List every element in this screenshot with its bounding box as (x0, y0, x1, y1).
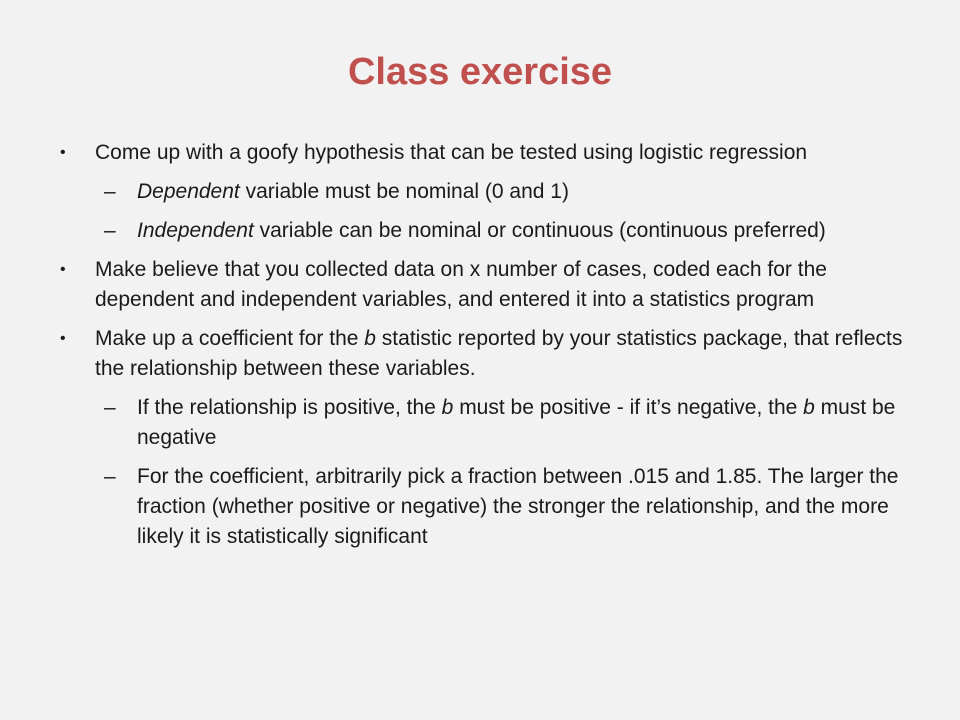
b-variable: b (803, 396, 815, 419)
sub-bullet-item (60, 216, 905, 246)
sub-bullet-text-part: If the relationship is positive, the (137, 396, 442, 419)
slide-title: Class exercise (347, 51, 613, 93)
dash-marker: – (104, 219, 116, 242)
bullet-item (60, 255, 905, 315)
emphasis-text: Independent (137, 219, 254, 242)
sub-bullet-text: For the coefficient, arbitrarily pick a fraction between .015 and 1.85. The larger the fraction (whether positive or negative) the stronger the relationship, and the more likely it is statistically significant (137, 465, 899, 548)
bullet-text: Come up with a goofy hypothesis that can be tested using logistic regression (95, 141, 808, 164)
sub-bullet-text-part: must be negative (137, 396, 896, 449)
b-variable: b (364, 327, 376, 350)
dash-marker: – (104, 465, 116, 488)
sub-bullet-text-part: must be positive - if it’s negative, the (453, 396, 804, 419)
sub-bullet-text: variable can be nominal or continuous (continuous preferred) (253, 219, 826, 242)
emphasis-text: Dependent (137, 180, 240, 203)
slide-body (60, 138, 905, 561)
dash-marker: – (104, 396, 116, 419)
sub-bullet-item (60, 393, 905, 453)
bullet-marker: • (60, 144, 66, 161)
bullet-text: Make believe that you collected data on x number of cases, coded each for the dependent and independent variables, and entered it into a statistics program (95, 258, 827, 311)
b-variable: b (441, 396, 454, 419)
bullet-text-part: Make up a coefficient for the (95, 327, 365, 350)
sub-bullet-text: variable must be nominal (0 and 1) (239, 180, 569, 203)
bullet-text-part: statistic reported by your statistics package, that reflects the relationship between these variables. (95, 327, 903, 380)
bullet-item (60, 324, 905, 384)
dash-marker: – (104, 180, 116, 203)
bullet-marker: • (60, 261, 66, 278)
sub-bullet-item (60, 177, 905, 207)
bullet-marker: • (60, 330, 66, 347)
sub-bullet-item (60, 462, 905, 552)
bullet-item (60, 138, 905, 168)
